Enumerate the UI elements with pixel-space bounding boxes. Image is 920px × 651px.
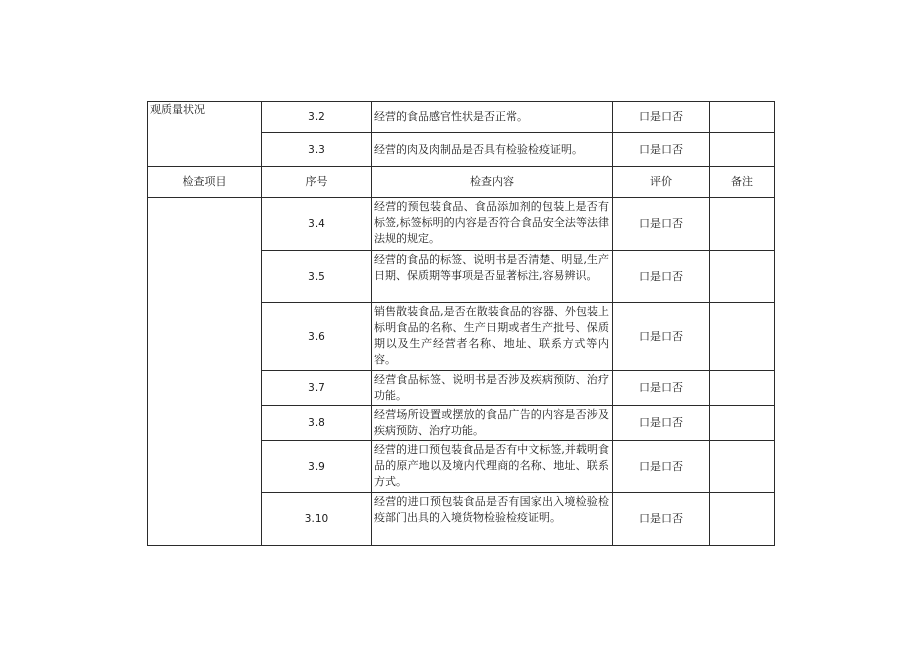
- row-number: 3.3: [262, 133, 372, 167]
- header-item: 检查项目: [148, 167, 262, 198]
- row-content: 经营的食品感官性状是否正常。: [372, 102, 613, 133]
- row-number: 3.6: [262, 303, 372, 371]
- evaluation-checkbox[interactable]: 口是口否: [613, 133, 710, 167]
- header-number: 序号: [262, 167, 372, 198]
- row-content: 经营场所设置或摆放的食品广告的内容是否涉及疾病预防、治疗功能。: [372, 406, 613, 441]
- row-content: 经营食品标签、说明书是否涉及疾病预防、治疗功能。: [372, 371, 613, 406]
- row-number: 3.7: [262, 371, 372, 406]
- remarks-cell[interactable]: [710, 133, 775, 167]
- row-number: 3.5: [262, 251, 372, 303]
- evaluation-checkbox[interactable]: 口是口否: [613, 406, 710, 441]
- row-number: 3.4: [262, 198, 372, 251]
- row-content: 经营的食品的标签、说明书是否清楚、明显,生产日期、保质期等事项是否显著标注,容易辨识。: [372, 251, 613, 303]
- row-content: 经营的进口预包装食品是否有国家出入境检验检疫部门出具的入境货物检验检疫证明。: [372, 493, 613, 546]
- table-row: [148, 198, 775, 251]
- row-number: 3.9: [262, 441, 372, 493]
- row-content: 销售散装食品,是否在散装食品的容器、外包装上标明食品的名称、生产日期或者生产批号、保质期以及生产经营者名称、地址、联系方式等内容。: [372, 303, 613, 371]
- header-remarks: 备注: [710, 167, 775, 198]
- remarks-cell[interactable]: [710, 406, 775, 441]
- evaluation-checkbox[interactable]: 口是口否: [613, 102, 710, 133]
- inspection-table: [147, 101, 775, 546]
- remarks-cell[interactable]: [710, 303, 775, 371]
- row-content: 经营的肉及肉制品是否具有检验检疫证明。: [372, 133, 613, 167]
- evaluation-checkbox[interactable]: 口是口否: [613, 251, 710, 303]
- table-header-row: [148, 167, 775, 198]
- remarks-cell[interactable]: [710, 102, 775, 133]
- remarks-cell[interactable]: [710, 493, 775, 546]
- table-row: [148, 102, 775, 133]
- row-number: 3.10: [262, 493, 372, 546]
- evaluation-checkbox[interactable]: 口是口否: [613, 303, 710, 371]
- row-number: 3.8: [262, 406, 372, 441]
- remarks-cell[interactable]: [710, 371, 775, 406]
- category-cell: 观质量状况: [148, 102, 262, 167]
- remarks-cell[interactable]: [710, 441, 775, 493]
- header-evaluation: 评价: [613, 167, 710, 198]
- evaluation-checkbox[interactable]: 口是口否: [613, 441, 710, 493]
- remarks-cell[interactable]: [710, 251, 775, 303]
- remarks-cell[interactable]: [710, 198, 775, 251]
- row-content: 经营的进口预包装食品是否有中文标签,并载明食品的原产地以及境内代理商的名称、地址、联系方式。: [372, 441, 613, 493]
- evaluation-checkbox[interactable]: 口是口否: [613, 493, 710, 546]
- evaluation-checkbox[interactable]: 口是口否: [613, 198, 710, 251]
- category-cell-empty: [148, 198, 262, 546]
- evaluation-checkbox[interactable]: 口是口否: [613, 371, 710, 406]
- row-number: 3.2: [262, 102, 372, 133]
- row-content: 经营的预包装食品、食品添加剂的包装上是否有标签,标签标明的内容是否符合食品安全法等法律法规的规定。: [372, 198, 613, 251]
- header-content: 检查内容: [372, 167, 613, 198]
